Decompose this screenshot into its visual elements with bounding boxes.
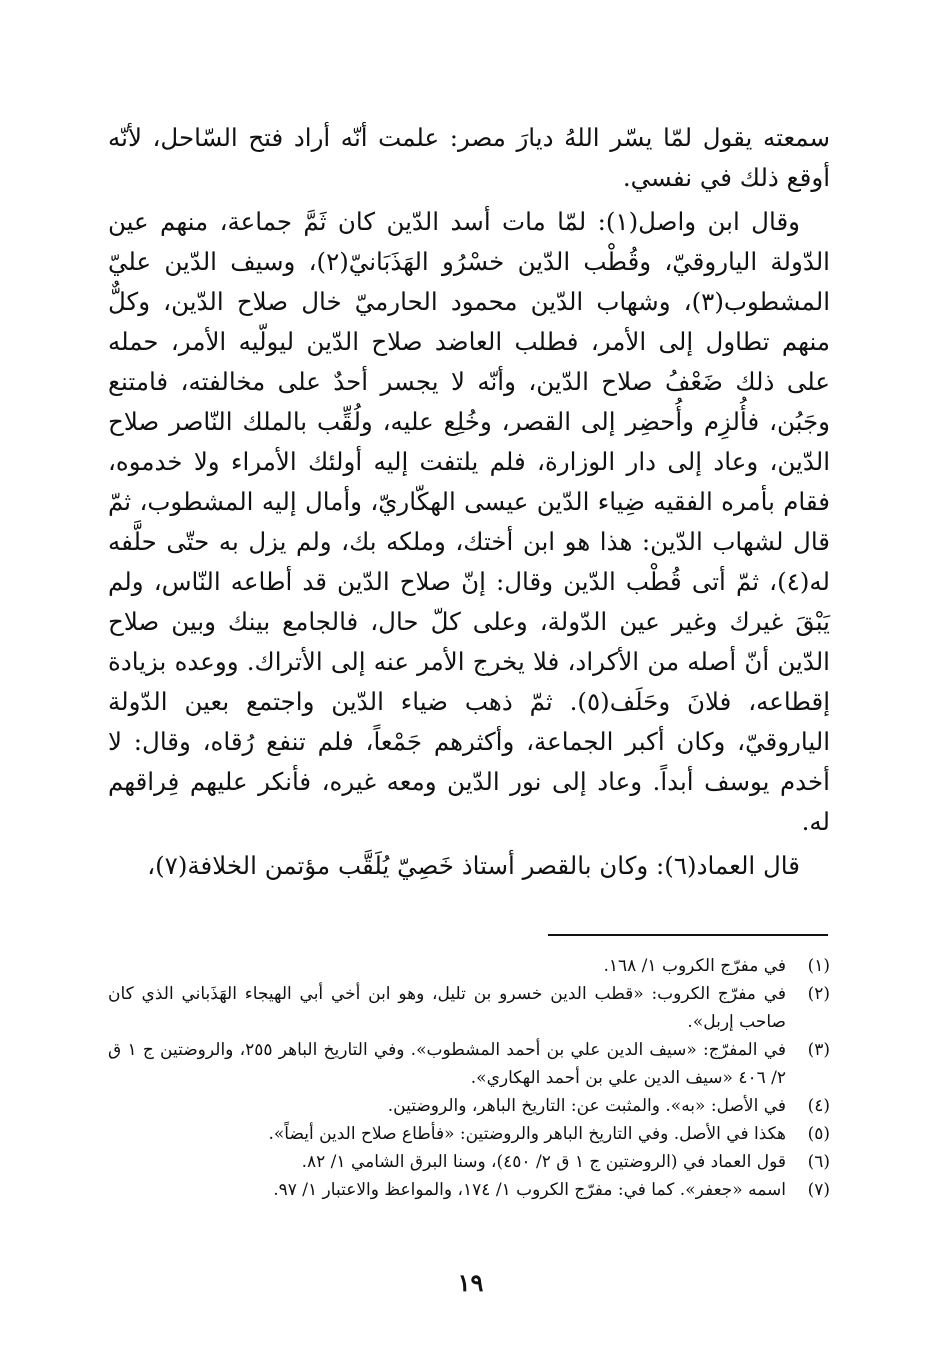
footnote-text: في مفرّج الكروب: «قطب الدين خسرو بن تليل، وهو ابن أخي أبي الهيجاء الهَذَباني الذي كان صاحب إربل». bbox=[108, 984, 786, 1032]
footnote-number: (١) bbox=[807, 956, 830, 976]
footnote-text: قول العماد في (الروضتين ج ١ ق ٢/ ٤٥٠)، وسنا البرق الشامي ١/ ٨٢. bbox=[301, 1152, 786, 1172]
footnote-text: في الأصل: «به». والمثبت عن: التاريخ الباهر، والروضتين. bbox=[387, 1096, 786, 1116]
footnote-separator bbox=[548, 934, 828, 936]
paragraph-1: سمعته يقول لمّا يسّر اللهُ ديارَ مصر: علمت أنّه أراد فتح السّاحل، لأنّه أوقع ذلك في نفسي. bbox=[108, 123, 830, 192]
page-number: ١٩ bbox=[457, 1268, 484, 1297]
footnote-number: (٢) bbox=[807, 984, 830, 1004]
footnotes bbox=[108, 952, 830, 1204]
footnote-text: في المفرّج: «سيف الدين علي بن أحمد المشطوب». وفي التاريخ الباهر ٢٥٥، والروضتين ج ١ ق ٢/ ٤٠٦ «سيف الدين علي بن أحمد الهكاري». bbox=[108, 1040, 786, 1088]
footnote-2 bbox=[108, 980, 830, 1036]
footnote-7 bbox=[108, 1176, 830, 1204]
footnote-number: (٤) bbox=[807, 1096, 830, 1116]
footnote-number: (٣) bbox=[807, 1040, 830, 1060]
footnote-3 bbox=[108, 1036, 830, 1092]
footnote-4 bbox=[108, 1092, 830, 1120]
footnote-text: اسمه «جعفر». كما في: مفرّج الكروب ١/ ١٧٤، والمواعظ والاعتبار ١/ ٩٧. bbox=[273, 1180, 786, 1200]
footnote-text: هكذا في الأصل. وفي التاريخ الباهر والروضتين: «فأطاع صلاح الدين أيضاً». bbox=[268, 1124, 786, 1144]
footnote-1 bbox=[108, 952, 830, 980]
body-text bbox=[108, 118, 830, 886]
paragraph-3: قال العماد(٦): وكان بالقصر أستاذ خَصِيّ يُلَقَّب مؤتمن الخلافة(٧)، bbox=[147, 851, 800, 880]
footnote-number: (٧) bbox=[807, 1180, 830, 1200]
footnote-6 bbox=[108, 1148, 830, 1176]
footnote-number: (٦) bbox=[807, 1152, 830, 1172]
paragraph-2: وقال ابن واصل(١): لمّا مات أسد الدّين كان ثَمَّ جماعة، منهم عين الدّولة الياروقيّ، وقُطْب الدّين خسْرُو الهَذَبَانيّ(٢)، وسيف الدّين عليّ المشطوب(٣)، وشهاب الدّين محمود الحارميّ خال صلاح الدّين، وكلٌّ منهم تطاول إلى الأمر، فطلب العاضد صلاح الدّين ليولّيه الأمر، حمله على ذلك ضَعْفُ صلاح الدّين، وأنّه لا يجسر أحدٌ على مخالفته، فامتنع وجَبُن، فأُلزِم وأُحضِر إلى القصر، وخُلِع عليه، ولُقِّب بالملك النّاصر صلاح الدّين، وعاد إلى دار الوزارة، فلم يلتفت إليه أولئك الأمراء ولا خدموه، فقام بأمره الفقيه ضِياء الدّين عيسى الهكّاريّ، وأمال إليه المشطوب، ثمّ قال لشهاب الدّين: هذا هو ابن أختك، وملكه بك، ولم يزل به حتّى حلَّفه له(٤)، ثمّ أتى قُطْب الدّين وقال: إنّ صلاح الدّين قد أطاعه النّاس، ولم يَبْقَ غيرك وغير عين الدّولة، وعلى كلّ حال، فالجامع بينك وبين صلاح الدّين أنّ أصله من الأكراد، فلا يخرج الأمر عنه إلى الأتراك. ووعده بزيادة إقطاعه، فلانَ وحَلَف(٥). ثمّ ذهب ضياء الدّين واجتمع بعين الدّولة الياروقيّ، وكان أكبر الجماعة، وأكثرهم جَمْعاً، فلم تنفع رُقاه، وقال: لا أخدم يوسف أبداً. وعاد إلى نور الدّين ومعه غيره، فأنكر عليهم فِراقهم له. bbox=[108, 207, 831, 836]
footnote-5 bbox=[108, 1120, 830, 1148]
footnote-number: (٥) bbox=[807, 1124, 830, 1144]
footnote-text: في مفرّج الكروب ١/ ١٦٨. bbox=[603, 956, 786, 976]
